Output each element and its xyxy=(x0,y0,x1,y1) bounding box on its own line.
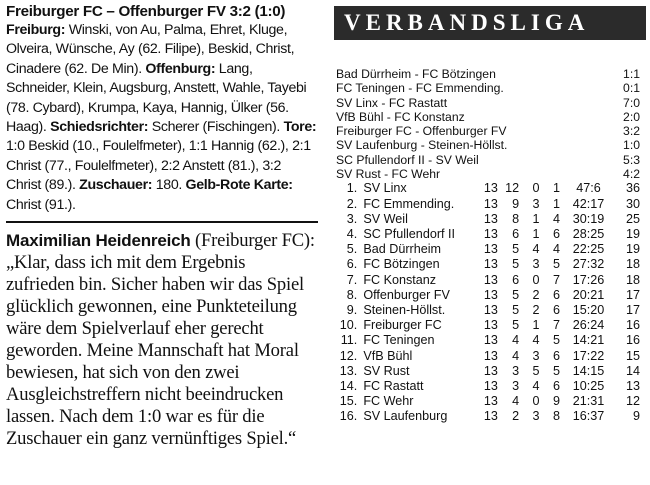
result-match: Bad Dürrheim - FC Bötzingen xyxy=(336,67,496,81)
table-row xyxy=(334,349,646,364)
attendance-value: 180. xyxy=(152,177,186,194)
standing-position: 5. xyxy=(346,242,358,257)
standing-wins: 9 xyxy=(512,196,520,211)
standing-draws: 4 xyxy=(532,379,540,394)
standing-goals: 10:25 xyxy=(572,379,605,394)
standing-goals: 14:15 xyxy=(572,363,605,378)
standing-played: 13 xyxy=(483,409,498,424)
standing-team: FC Emmending. xyxy=(363,196,455,211)
standing-goals: 21:31 xyxy=(572,394,605,409)
standing-team: Bad Dürrheim xyxy=(363,242,442,257)
standing-points: 18 xyxy=(625,272,640,287)
match-report-column xyxy=(6,2,318,450)
table-row xyxy=(334,394,646,409)
standing-played: 13 xyxy=(483,272,498,287)
offenburg-label: Offenburg: xyxy=(145,60,216,77)
standing-team: FC Bötzingen xyxy=(363,257,440,272)
table-row xyxy=(334,212,646,227)
match-report xyxy=(6,21,318,215)
standing-draws: 1 xyxy=(532,318,540,333)
standing-draws: 3 xyxy=(532,348,540,363)
standing-points: 16 xyxy=(625,318,640,333)
standing-team: SV Laufenburg xyxy=(363,409,448,424)
table-row xyxy=(334,318,646,333)
standing-goals: 17:22 xyxy=(572,348,605,363)
standing-wins: 5 xyxy=(512,287,520,302)
standing-played: 13 xyxy=(483,226,498,241)
standing-goals: 17:26 xyxy=(572,272,605,287)
attendance-label: Zuschauer: xyxy=(79,177,153,194)
standing-position: 1. xyxy=(346,181,358,196)
standing-team: SV Weil xyxy=(363,211,408,226)
result-score: 5:3 xyxy=(623,152,640,167)
card-label: Gelb-Rote Karte: xyxy=(185,177,293,194)
standing-goals: 42:17 xyxy=(572,196,605,211)
standing-team: SC Pfullendorf II xyxy=(363,226,456,241)
standing-draws: 0 xyxy=(532,181,540,196)
standing-points: 12 xyxy=(625,394,640,409)
freiburg-lineup: Winski, von Au, Palma, Ehret, Kluge, Olveira, Wünsche, Ay (62. Filipe), Beskid, Christ, Cinadere (62. De Min). xyxy=(6,22,295,77)
standing-wins: 12 xyxy=(505,181,520,196)
standing-team: FC Teningen xyxy=(363,333,435,348)
standing-played: 13 xyxy=(483,242,498,257)
standing-losses: 6 xyxy=(552,348,560,363)
standing-wins: 2 xyxy=(512,409,520,424)
standing-wins: 5 xyxy=(512,303,520,317)
result-row xyxy=(334,153,646,167)
goals-label: Tore: xyxy=(283,119,317,136)
standing-position: 11. xyxy=(340,333,358,348)
standing-position: 7. xyxy=(346,272,358,287)
standing-played: 13 xyxy=(483,181,498,196)
standing-played: 13 xyxy=(483,379,498,394)
table-row xyxy=(334,364,646,379)
standing-points: 19 xyxy=(625,242,640,257)
result-score: 4:2 xyxy=(623,167,640,182)
standing-draws: 0 xyxy=(532,272,540,287)
standing-wins: 4 xyxy=(512,394,520,409)
results-list xyxy=(334,67,646,181)
standing-goals: 28:25 xyxy=(572,226,605,241)
standing-draws: 2 xyxy=(532,303,540,317)
standing-wins: 6 xyxy=(512,226,520,241)
result-row xyxy=(334,67,646,81)
standing-played: 13 xyxy=(483,394,498,409)
standing-team: SV Linx xyxy=(363,181,407,196)
standing-points: 17 xyxy=(625,303,640,317)
table-row xyxy=(334,273,646,288)
standing-draws: 2 xyxy=(532,287,540,302)
standing-played: 13 xyxy=(483,303,498,317)
result-row xyxy=(334,110,646,124)
standing-goals: 15:20 xyxy=(572,303,605,317)
standing-wins: 4 xyxy=(512,348,520,363)
table-row xyxy=(334,409,646,424)
standing-points: 9 xyxy=(632,409,640,424)
standing-draws: 3 xyxy=(532,257,540,272)
referee-value: Scherer (Fischingen). xyxy=(148,119,284,136)
result-match: SV Laufenburg - Steinen-Höllst. xyxy=(336,138,508,153)
standing-losses: 5 xyxy=(552,257,560,272)
standing-team: Offenburger FV xyxy=(363,287,450,302)
standing-points: 16 xyxy=(625,333,640,348)
standing-position: 12. xyxy=(339,348,358,363)
result-score: 7:0 xyxy=(623,95,640,110)
standing-position: 4. xyxy=(346,226,358,241)
standing-team: FC Wehr xyxy=(363,394,414,409)
standings-table xyxy=(334,181,646,424)
standing-draws: 3 xyxy=(532,196,540,211)
standing-losses: 6 xyxy=(552,303,560,317)
standing-losses: 8 xyxy=(552,409,560,424)
standing-goals: 16:37 xyxy=(572,409,605,424)
standing-losses: 9 xyxy=(552,394,560,409)
standing-points: 13 xyxy=(625,379,640,394)
standing-wins: 5 xyxy=(512,257,520,272)
result-match: VfB Bühl - FC Konstanz xyxy=(336,109,465,124)
standing-played: 13 xyxy=(483,257,498,272)
standing-position: 2. xyxy=(346,196,358,211)
standing-losses: 7 xyxy=(552,318,560,333)
standing-draws: 5 xyxy=(532,363,540,378)
standing-points: 36 xyxy=(625,181,640,196)
standing-points: 19 xyxy=(625,226,640,241)
card-value: Christ (91.). xyxy=(6,196,76,213)
standing-draws: 4 xyxy=(532,333,540,348)
table-row xyxy=(334,379,646,394)
standing-played: 13 xyxy=(483,318,498,333)
result-row xyxy=(334,167,646,181)
standing-points: 14 xyxy=(625,363,640,378)
standing-position: 6. xyxy=(346,257,358,272)
result-match: Freiburger FC - Offenburger FV xyxy=(336,124,507,139)
standing-goals: 14:21 xyxy=(572,333,605,348)
offenburg-lineup: Lang, Schneider, Klein, Augsburg, Anstett, Wahle, Tayebi (78. Cybard), Krumpa, Kaya, Hannig, Ülker (56. Haag). xyxy=(6,60,307,136)
freiburg-label: Freiburg: xyxy=(6,22,66,38)
standing-goals: 26:24 xyxy=(572,318,605,333)
standing-wins: 4 xyxy=(512,333,520,348)
result-match: FC Teningen - FC Emmending. xyxy=(336,81,504,96)
standing-position: 14. xyxy=(339,379,358,394)
standing-position: 8. xyxy=(346,287,358,302)
coach-quote xyxy=(6,230,318,450)
standing-position: 13. xyxy=(339,363,358,378)
standing-draws: 1 xyxy=(532,226,540,241)
standing-points: 17 xyxy=(625,287,640,302)
standing-losses: 5 xyxy=(552,333,560,348)
standing-goals: 27:32 xyxy=(572,257,605,272)
table-row xyxy=(334,288,646,303)
standing-draws: 0 xyxy=(532,394,540,409)
goals-value: 1:0 Beskid (10., Foulelfmeter), 1:1 Hannig (62.), 2:1 Christ (77., Foulelfmeter), 2:2 Anstett (81.), 3:2 Christ (89.). xyxy=(6,138,311,194)
referee-label: Schiedsrichter: xyxy=(50,119,149,136)
table-row xyxy=(334,333,646,348)
standing-wins: 5 xyxy=(512,318,520,333)
standing-team: Steinen-Höllst. xyxy=(363,303,446,317)
standing-played: 13 xyxy=(483,211,498,226)
result-row xyxy=(334,96,646,110)
standing-position: 9. xyxy=(346,303,358,317)
standing-played: 13 xyxy=(483,333,498,348)
standing-losses: 5 xyxy=(552,363,560,378)
result-score: 1:1 xyxy=(623,67,640,81)
result-score: 3:2 xyxy=(623,124,640,139)
standing-played: 13 xyxy=(483,196,498,211)
result-row xyxy=(334,124,646,138)
standing-team: FC Konstanz xyxy=(363,272,437,287)
result-match: SC Pfullendorf II - SV Weil xyxy=(336,152,479,167)
standing-team: VfB Bühl xyxy=(363,348,413,363)
standing-points: 30 xyxy=(625,196,640,211)
standing-team: FC Rastatt xyxy=(363,379,424,394)
result-match: SV Linx - FC Rastatt xyxy=(336,95,448,110)
result-match: SV Rust - FC Wehr xyxy=(336,167,441,182)
result-score: 1:0 xyxy=(623,138,640,153)
standing-team: SV Rust xyxy=(363,363,410,378)
standing-position: 3. xyxy=(346,211,358,226)
result-score: 2:0 xyxy=(623,109,640,124)
standing-losses: 1 xyxy=(552,196,560,211)
standing-goals: 20:21 xyxy=(572,287,605,302)
standing-wins: 6 xyxy=(512,272,520,287)
standing-points: 25 xyxy=(625,211,640,226)
standing-played: 13 xyxy=(483,363,498,378)
table-row xyxy=(334,197,646,212)
result-score: 0:1 xyxy=(623,81,640,96)
standing-team: Freiburger FC xyxy=(363,318,442,333)
standing-draws: 4 xyxy=(532,242,540,257)
standing-position: 10. xyxy=(339,318,358,333)
table-row xyxy=(334,181,646,196)
standing-wins: 3 xyxy=(512,379,520,394)
standing-draws: 1 xyxy=(532,211,540,226)
standing-wins: 8 xyxy=(512,211,520,226)
quote-text: (Freiburger FC): „Klar, dass ich mit dem Ergebnis zufrieden bin. Sicher haben wir das Spiel glücklich gewonnen, eine Punkteteilung wäre dem Spielverlauf eher gerecht geworden. Meine Mannschaft hat Moral bewiesen, hat sich von den zwei Ausgleichstreffern nicht beeindrucken lassen. Nach dem 1:0 war es für die Zuschauer ein ganz vernünftiges Spiel.“ xyxy=(6,230,315,450)
table-row xyxy=(334,257,646,272)
league-column xyxy=(334,6,646,425)
standing-goals: 22:25 xyxy=(572,242,605,257)
league-banner: VERBANDSLIGA xyxy=(334,6,646,40)
standing-losses: 6 xyxy=(552,287,560,302)
standing-played: 13 xyxy=(483,287,498,302)
standing-points: 15 xyxy=(625,348,640,363)
standing-position: 16. xyxy=(339,409,358,424)
standing-wins: 5 xyxy=(512,242,520,257)
table-row xyxy=(334,303,646,318)
standing-losses: 4 xyxy=(552,242,560,257)
match-headline: Freiburger FC – Offenburger FV 3:2 (1:0) xyxy=(6,3,286,20)
result-row xyxy=(334,81,646,95)
standing-losses: 1 xyxy=(552,181,560,196)
table-row xyxy=(334,227,646,242)
standing-goals: 30:19 xyxy=(572,211,605,226)
standing-draws: 3 xyxy=(532,409,540,424)
result-row xyxy=(334,138,646,152)
quote-speaker: Maximilian Heidenreich xyxy=(6,231,191,251)
standing-played: 13 xyxy=(483,348,498,363)
standing-points: 18 xyxy=(625,257,640,272)
section-divider xyxy=(6,221,318,223)
standing-goals: 47:6 xyxy=(576,181,601,196)
standing-losses: 6 xyxy=(552,226,560,241)
standing-losses: 4 xyxy=(552,211,560,226)
table-row xyxy=(334,242,646,257)
standing-wins: 3 xyxy=(512,363,520,378)
standing-position: 15. xyxy=(339,394,358,409)
standing-losses: 7 xyxy=(552,272,560,287)
standing-losses: 6 xyxy=(552,379,560,394)
